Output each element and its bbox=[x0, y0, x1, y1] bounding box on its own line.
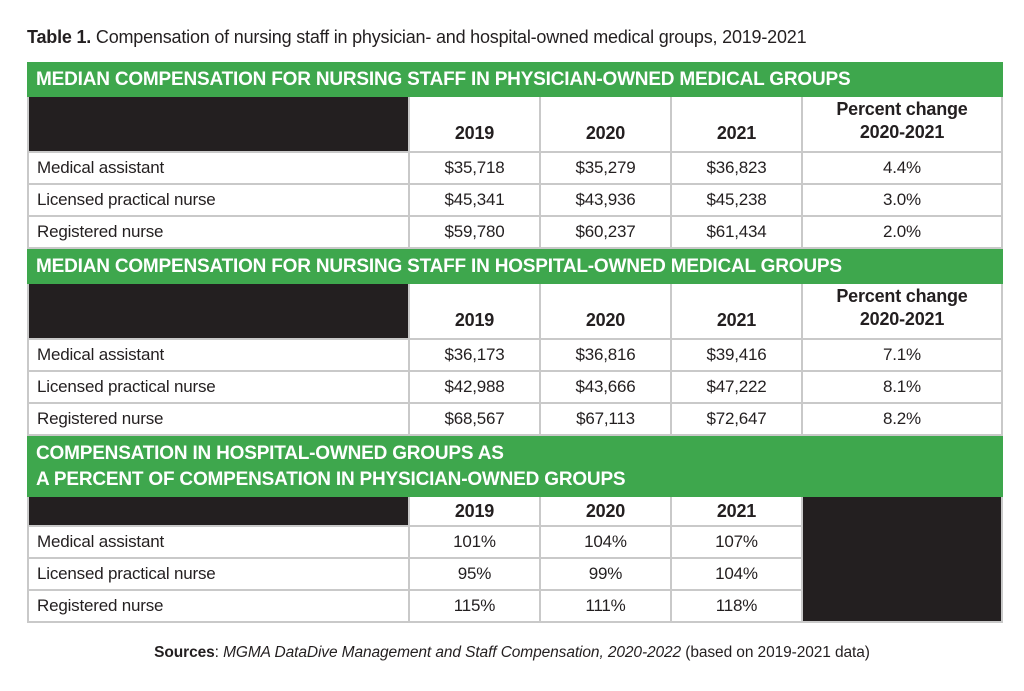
section-1-col-header-2021: 2021 bbox=[672, 97, 801, 151]
value-cell: 8.1% bbox=[803, 372, 1001, 402]
section-3-filler-cell bbox=[803, 497, 1001, 621]
row-label: Licensed practical nurse bbox=[29, 559, 408, 589]
sources-separator: : bbox=[214, 644, 224, 661]
value-cell: $36,823 bbox=[672, 153, 801, 183]
section-3-body bbox=[27, 497, 1003, 623]
section-3-corner-cell bbox=[29, 497, 408, 525]
section-2-col-header-2020: 2020 bbox=[541, 284, 670, 338]
section-1-col-header-pct-change bbox=[803, 97, 1001, 151]
section-3-col-header-2020: 2020 bbox=[541, 497, 670, 525]
section-1-col-header-2020: 2020 bbox=[541, 97, 670, 151]
section-2-col-header-2021: 2021 bbox=[672, 284, 801, 338]
value-cell: $60,237 bbox=[541, 217, 670, 247]
value-cell: $61,434 bbox=[672, 217, 801, 247]
section-3-header-band bbox=[27, 436, 1003, 497]
row-label: Registered nurse bbox=[29, 217, 408, 247]
compensation-table bbox=[27, 62, 1003, 623]
row-label: Registered nurse bbox=[29, 591, 408, 621]
value-cell: $35,718 bbox=[410, 153, 539, 183]
page-title-text: Compensation of nursing staff in physician- and hospital-owned medical groups, 2019-2021 bbox=[91, 27, 807, 47]
page-title bbox=[27, 27, 1003, 48]
section-2-header-text: MEDIAN COMPENSATION FOR NURSING STAFF IN HOSPITAL-OWNED MEDICAL GROUPS bbox=[36, 255, 842, 277]
value-cell: $67,113 bbox=[541, 404, 670, 434]
section-1-header-text: MEDIAN COMPENSATION FOR NURSING STAFF IN PHYSICIAN-OWNED MEDICAL GROUPS bbox=[36, 68, 851, 90]
value-cell: $39,416 bbox=[672, 340, 801, 370]
row-label: Licensed practical nurse bbox=[29, 372, 408, 402]
value-cell: $43,666 bbox=[541, 372, 670, 402]
value-cell: 104% bbox=[672, 559, 801, 589]
row-label: Medical assistant bbox=[29, 527, 408, 557]
pct-change-line2: 2020-2021 bbox=[859, 122, 945, 142]
value-cell: $47,222 bbox=[672, 372, 801, 402]
value-cell: $45,238 bbox=[672, 185, 801, 215]
section-3-col-header-2019: 2019 bbox=[410, 497, 539, 525]
pct-change-line1: Percent change bbox=[836, 99, 968, 119]
section-1-header-band bbox=[27, 62, 1003, 97]
row-label: Registered nurse bbox=[29, 404, 408, 434]
value-cell: 111% bbox=[541, 591, 670, 621]
value-cell: 104% bbox=[541, 527, 670, 557]
value-cell: 4.4% bbox=[803, 153, 1001, 183]
value-cell: 101% bbox=[410, 527, 539, 557]
value-cell: $43,936 bbox=[541, 185, 670, 215]
value-cell: $45,341 bbox=[410, 185, 539, 215]
pct-change-line2: 2020-2021 bbox=[859, 309, 945, 329]
value-cell: 99% bbox=[541, 559, 670, 589]
value-cell: $68,567 bbox=[410, 404, 539, 434]
row-label: Medical assistant bbox=[29, 153, 408, 183]
section-3-header-line1: COMPENSATION IN HOSPITAL-OWNED GROUPS AS bbox=[36, 442, 504, 464]
value-cell: $72,647 bbox=[672, 404, 801, 434]
value-cell: $36,173 bbox=[410, 340, 539, 370]
section-1-body bbox=[27, 97, 1003, 249]
sources-note bbox=[0, 644, 1024, 662]
value-cell: $36,816 bbox=[541, 340, 670, 370]
value-cell: 7.1% bbox=[803, 340, 1001, 370]
section-3-header-line2: A PERCENT OF COMPENSATION IN PHYSICIAN-OWNED GROUPS bbox=[36, 468, 626, 490]
value-cell: 118% bbox=[672, 591, 801, 621]
value-cell: 95% bbox=[410, 559, 539, 589]
page-title-prefix: Table 1. bbox=[27, 27, 92, 47]
section-1-corner-cell bbox=[29, 97, 408, 151]
value-cell: 107% bbox=[672, 527, 801, 557]
value-cell: $59,780 bbox=[410, 217, 539, 247]
section-1-col-header-2019: 2019 bbox=[410, 97, 539, 151]
sources-suffix: (based on 2019-2021 data) bbox=[681, 644, 870, 661]
value-cell: $35,279 bbox=[541, 153, 670, 183]
section-2-col-header-2019: 2019 bbox=[410, 284, 539, 338]
section-3-col-header-2021: 2021 bbox=[672, 497, 801, 525]
section-2-corner-cell bbox=[29, 284, 408, 338]
row-label: Medical assistant bbox=[29, 340, 408, 370]
value-cell: 3.0% bbox=[803, 185, 1001, 215]
sources-label: Sources bbox=[154, 644, 215, 661]
sources-citation: MGMA DataDive Management and Staff Compensation, 2020-2022 bbox=[223, 644, 682, 661]
value-cell: 115% bbox=[410, 591, 539, 621]
value-cell: 8.2% bbox=[803, 404, 1001, 434]
pct-change-line1: Percent change bbox=[836, 286, 968, 306]
value-cell: $42,988 bbox=[410, 372, 539, 402]
section-2-body bbox=[27, 284, 1003, 436]
row-label: Licensed practical nurse bbox=[29, 185, 408, 215]
section-2-col-header-pct-change bbox=[803, 284, 1001, 338]
value-cell: 2.0% bbox=[803, 217, 1001, 247]
section-2-header-band bbox=[27, 249, 1003, 284]
